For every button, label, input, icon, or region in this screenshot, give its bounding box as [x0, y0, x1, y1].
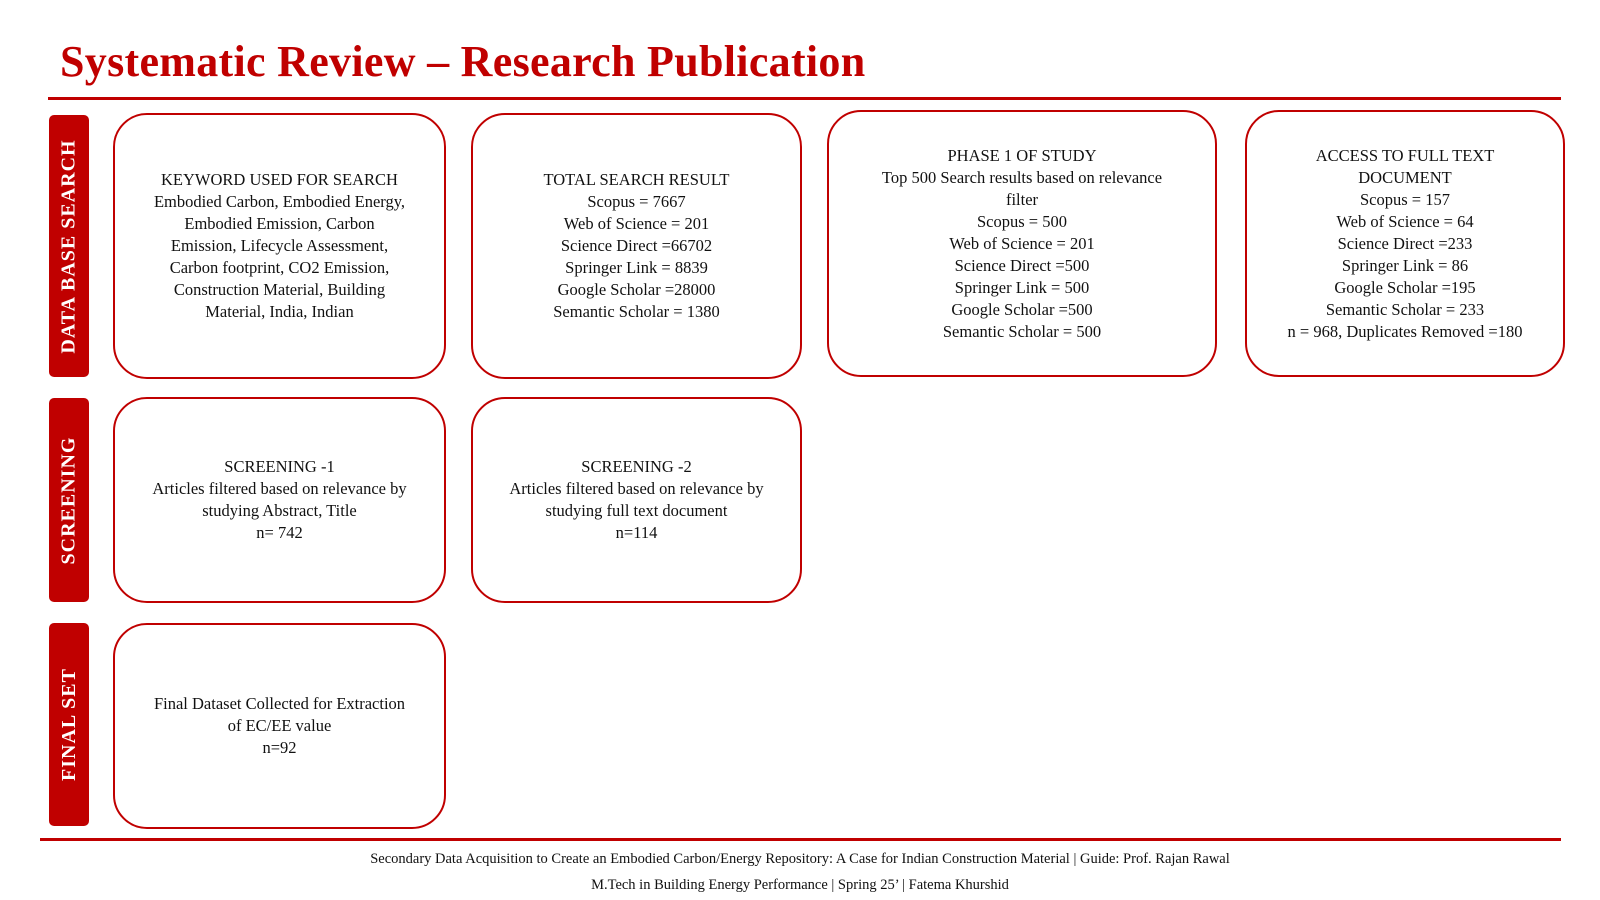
- box-line: Scopus = 500: [977, 211, 1067, 231]
- box-line: Web of Science = 201: [563, 214, 710, 233]
- box-line: Springer Link = 500: [954, 277, 1090, 297]
- box-line: filter: [1005, 189, 1039, 209]
- box-line: Articles filtered based on relevance by: [152, 479, 407, 498]
- box-line: Semantic Scholar = 500: [942, 321, 1102, 341]
- box-line: Final Dataset Collected for Extraction: [153, 694, 406, 713]
- box-heading: SCREENING -1: [224, 457, 335, 476]
- box-heading: TOTAL SEARCH RESULT: [543, 170, 730, 189]
- box-heading: PHASE 1 OF STUDY: [947, 145, 1097, 165]
- box-line: Science Direct =233: [1337, 233, 1473, 253]
- box-line: Scopus = 157: [1360, 189, 1450, 209]
- box-heading: KEYWORD USED FOR SEARCH: [161, 170, 398, 189]
- box-line: studying Abstract, Title: [202, 501, 357, 520]
- box-line: Semantic Scholar = 1380: [553, 302, 720, 321]
- box-line: Carbon footprint, CO2 Emission,: [169, 258, 390, 277]
- phase-label-screening: [49, 398, 89, 602]
- phase-label-text: FINAL SET: [57, 668, 80, 781]
- box-line: Scopus = 7667: [587, 192, 686, 211]
- box-line: Embodied Carbon, Embodied Energy,: [153, 192, 406, 211]
- box-line: Google Scholar =28000: [557, 280, 716, 299]
- screening-1-box: [113, 397, 446, 603]
- total-search-box: [471, 113, 802, 379]
- box-line: Springer Link = 86: [1341, 255, 1469, 275]
- title-divider: [48, 97, 1561, 100]
- box-line: Science Direct =500: [954, 255, 1090, 275]
- screening-2-box: [471, 397, 802, 603]
- box-line: Emission, Lifecycle Assessment,: [170, 236, 389, 255]
- box-line: Embodied Emission, Carbon: [184, 214, 375, 233]
- box-line: of EC/EE value: [227, 716, 332, 735]
- box-line: Google Scholar =500: [951, 299, 1093, 319]
- footer-project-title: Secondary Data Acquisition to Create an Embodied Carbon/Energy Repository: A Case for Indian Construction Material | Guide: Prof. Rajan Rawal: [370, 851, 1230, 867]
- box-line: Semantic Scholar = 233: [1325, 299, 1485, 319]
- box-line: Material, India, Indian: [205, 302, 354, 321]
- box-line: Google Scholar =195: [1334, 277, 1476, 297]
- box-line: Science Direct =66702: [560, 236, 713, 255]
- phase1-box: [827, 110, 1217, 377]
- phase-label-text: DATA BASE SEARCH: [57, 138, 80, 354]
- box-line: n= 742: [256, 523, 303, 542]
- box-line: studying full text document: [545, 501, 728, 520]
- box-line: Construction Material, Building: [173, 280, 386, 299]
- box-heading: DOCUMENT: [1358, 167, 1452, 187]
- final-dataset-box: [113, 623, 446, 829]
- footer-author-line: M.Tech in Building Energy Performance | Spring 25’ | Fatema Khurshid: [591, 877, 1009, 893]
- box-line: n=92: [262, 738, 297, 757]
- page-title: Systematic Review – Research Publication: [60, 37, 866, 86]
- box-line: Springer Link = 8839: [565, 258, 708, 277]
- footer-divider: [40, 838, 1561, 841]
- keyword-box: [113, 113, 446, 379]
- box-line: Top 500 Search results based on relevance: [881, 167, 1163, 187]
- phase-label-text: SCREENING: [57, 436, 80, 564]
- box-line: Web of Science = 64: [1336, 211, 1474, 231]
- box-line: Articles filtered based on relevance by: [509, 479, 764, 498]
- box-line: Web of Science = 201: [949, 233, 1095, 253]
- full-text-access-box: [1245, 110, 1565, 377]
- box-line: n = 968, Duplicates Removed =180: [1287, 321, 1523, 341]
- box-heading: ACCESS TO FULL TEXT: [1315, 145, 1495, 165]
- box-heading: SCREENING -2: [581, 457, 692, 476]
- box-line: n=114: [615, 523, 658, 542]
- phase-label-final-set: [49, 623, 89, 826]
- phase-label-database-search: [49, 115, 89, 377]
